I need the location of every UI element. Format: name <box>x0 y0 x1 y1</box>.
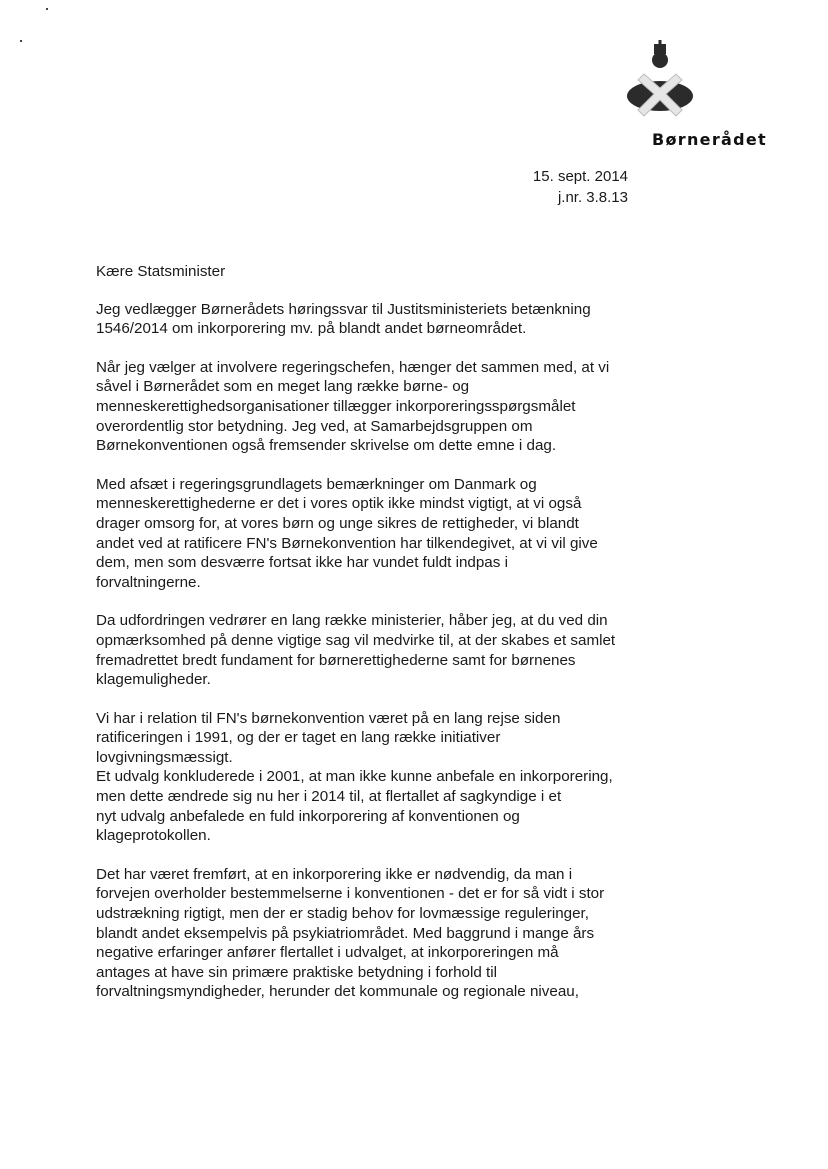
paragraph-7: Det har været fremført, at en inkorporering ikke er nødvendig, da man i forvejen overholder bestemmelserne i konventionen - det er for så vidt i stor udstrækning rigtigt, men der er stadig behov for lovmæssige reguleringer, blandt andet eksempelvis på psykiatriområdet. Med baggrund i mange års negative erfaringer anfører flertallet i udvalget, at inkorporeringen må antages at have sin primære praktiske betydning i forhold til forvaltningsmyndigheder, herunder det kommunale og regionale niveau, <box>96 865 605 1001</box>
letter-date: 15. sept. 2014 <box>532 168 628 185</box>
crowned-x-emblem-icon <box>622 40 698 120</box>
letter-meta <box>533 166 628 208</box>
paragraph-5: Vi har i relation til FN's børnekonvention været på en lang rejse siden ratificeringen i 1991, og der er taget en lang række initiativer lovgivningsmæssigt. <box>96 709 561 766</box>
paragraph-4: Da udfordringen vedrører en lang række ministerier, håber jeg, at du ved din opmærksomhed på denne vigtige sag vil medvirke til, at der skabes et samlet fremadrettet bredt fundament for børnerettighederne samt for børnenes klagemuligheder. <box>96 612 616 689</box>
paragraph-6: Et udvalg konkluderede i 2001, at man ikke kunne anbefale en inkorporering, men dette ændrede sig nu her i 2014 til, at flertallet af sagkyndige i et nyt udvalg anbefalede en fuld inkorporering af konventionen og klageprotokollen. <box>96 768 613 845</box>
paragraph-3: Med afsæt i regeringsgrundlagets bemærkninger om Danmark og menneskerettighederne er det i vores optik ikke mindst vigtigt, at vi også drager omsorg for, at vores børn og unge sikres de rettigheder, vi blandt andet ved at ratificere FN's Børnekonvention har tilkendegivet, at vi vil give dem, men som desværre fortsat ikke har vundet fuldt indpas i forvaltningerne. <box>96 475 598 591</box>
paragraph-1: Jeg vedlægger Børnerådets høringssvar til Justitsministeriets betænkning 1546/2014 om inkorporering mv. på blandt andet børneområdet. <box>96 300 591 338</box>
paragraph-2: Når jeg vælger at involvere regeringschefen, hænger det sammen med, at vi såvel i Børnerådet som en meget lang række børne- og menneskerettighedsorganisationer tillægger inkorporeringsspørgsmålet overordentlig stor betydning. Jeg ved, at Samarbejdsgruppen om Børnekonventionen også fremsender skrivelse om dette emne i dag. <box>96 358 610 455</box>
organization-name: Børnerådet <box>652 130 767 149</box>
letter-body <box>96 262 636 1021</box>
scan-speck <box>20 40 22 42</box>
salutation: Kære Statsminister <box>96 263 226 280</box>
scan-speck <box>46 8 48 10</box>
journal-number: j.nr. 3.8.13 <box>557 189 628 206</box>
